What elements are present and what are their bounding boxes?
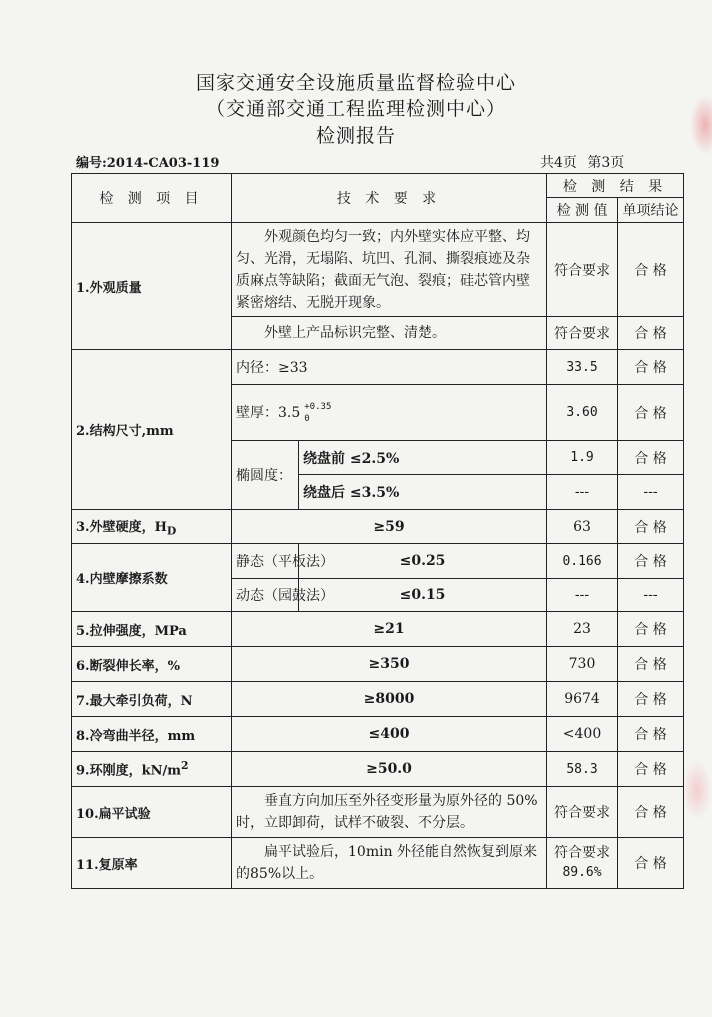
header-result: 检 测 结 果 bbox=[547, 174, 684, 198]
test-results-table bbox=[71, 173, 684, 889]
val-wall-thickness: 3.60 bbox=[547, 385, 618, 441]
req-inner-diameter: 内径：≥33 bbox=[232, 350, 547, 385]
req-ovality-before: 绕盘前 ≤2.5% bbox=[299, 441, 547, 475]
page-count: 共4页 第3页 bbox=[540, 155, 625, 171]
res-friction-dynamic: --- bbox=[618, 579, 684, 612]
document-number: 编号:2014-CA03-119 bbox=[76, 156, 220, 171]
item-bend-radius: 8.冷弯曲半径，mm bbox=[72, 717, 232, 752]
item-hardness bbox=[72, 510, 232, 544]
stiffness-label: 9.环刚度，kN/m bbox=[76, 763, 181, 779]
res-wall-thickness: 合 格 bbox=[618, 385, 684, 441]
req-friction-static: ≤0.25 bbox=[299, 544, 547, 579]
tolerance-upper: +0.35 bbox=[304, 401, 332, 412]
req-recovery: 扁平试验后，10min 外径能自然恢复到原来的85%以上。 bbox=[232, 838, 547, 889]
res-ovality-after: --- bbox=[618, 475, 684, 510]
req-ovality-after: 绕盘后 ≤3.5% bbox=[299, 475, 547, 510]
res-elongation: 合 格 bbox=[618, 647, 684, 682]
val-traction: 9674 bbox=[547, 682, 618, 717]
val-friction-dynamic: --- bbox=[547, 579, 618, 612]
res-stiffness: 合 格 bbox=[618, 752, 684, 787]
res-recovery: 合 格 bbox=[618, 838, 684, 889]
req-bend-radius: ≤400 bbox=[232, 717, 547, 752]
val-hardness: 63 bbox=[547, 510, 618, 544]
wall-tolerance bbox=[304, 401, 331, 425]
report-title-org: 国家交通安全设施质量监督检验中心 bbox=[195, 72, 516, 94]
red-stamp-fragment bbox=[682, 760, 712, 820]
header-measured-value: 检 测 值 bbox=[547, 198, 618, 223]
item-stiffness bbox=[72, 752, 232, 787]
report-title-suborg: （交通部交通工程监理检测中心） bbox=[205, 98, 506, 120]
req-tensile: ≥21 bbox=[232, 612, 547, 647]
res-traction: 合 格 bbox=[618, 682, 684, 717]
res-appearance-2: 合 格 bbox=[618, 317, 684, 350]
req-appearance-1: 外观颜色均匀一致；内外壁实体应平整、均匀、光滑，无塌陷、坑凹、孔洞、撕裂痕迹及杂质麻点等缺陷；截面无气泡、裂痕；硅芯管内壁紧密熔结、无脱开现象。 bbox=[232, 223, 547, 317]
item-flatten: 10.扁平试验 bbox=[72, 787, 232, 838]
stiffness-superscript: 2 bbox=[180, 759, 189, 773]
val-appearance-2: 符合要求 bbox=[547, 317, 618, 350]
val-friction-static: 0.166 bbox=[547, 544, 618, 579]
req-wall-thickness bbox=[232, 385, 547, 441]
item-traction: 7.最大牵引负荷，N bbox=[72, 682, 232, 717]
req-friction-dynamic: ≤0.15 bbox=[299, 579, 547, 612]
dynamic-method: 动态（园鼓法） bbox=[236, 588, 334, 604]
req-appearance-2: 外壁上产品标识完整、清楚。 bbox=[232, 317, 547, 350]
hardness-subscript: D bbox=[166, 524, 177, 538]
val-recovery-text: 符合要求 bbox=[554, 845, 611, 861]
res-hardness: 合 格 bbox=[618, 510, 684, 544]
req-flatten: 垂直方向加压至外径变形量为原外径的 50%时，立即卸荷，试样不破裂、不分层。 bbox=[232, 787, 547, 838]
req-ovality-label: 椭圆度： bbox=[232, 441, 299, 510]
val-appearance-1: 符合要求 bbox=[547, 223, 618, 317]
val-recovery-number: 89.6% bbox=[562, 865, 602, 880]
req-traction: ≥8000 bbox=[232, 682, 547, 717]
header-test-item: 检 测 项 目 bbox=[72, 174, 232, 223]
item-elongation: 6.断裂伸长率，% bbox=[72, 647, 232, 682]
req-hardness: ≥59 bbox=[232, 510, 547, 544]
val-elongation: 730 bbox=[547, 647, 618, 682]
val-stiffness: 58.3 bbox=[547, 752, 618, 787]
res-bend-radius: 合 格 bbox=[618, 717, 684, 752]
tolerance-lower: 0 bbox=[304, 413, 310, 424]
val-recovery bbox=[547, 838, 618, 889]
req-friction-dynamic-label bbox=[232, 579, 334, 612]
res-friction-static: 合 格 bbox=[618, 544, 684, 579]
report-title: 检测报告 bbox=[315, 125, 396, 147]
res-inner-diameter: 合 格 bbox=[618, 350, 684, 385]
res-ovality-before: 合 格 bbox=[618, 441, 684, 475]
item-recovery: 11.复原率 bbox=[72, 838, 232, 889]
val-flatten: 符合要求 bbox=[547, 787, 618, 838]
val-inner-diameter: 33.5 bbox=[547, 350, 618, 385]
res-flatten: 合 格 bbox=[618, 787, 684, 838]
header-conclusion: 单项结论 bbox=[618, 198, 684, 223]
header-requirement: 技 术 要 求 bbox=[232, 174, 547, 223]
item-dimension: 2.结构尺寸,mm bbox=[72, 350, 232, 510]
item-appearance: 1.外观质量 bbox=[72, 223, 232, 350]
req-elongation: ≥350 bbox=[232, 647, 547, 682]
item-friction: 4.内壁摩擦系数 bbox=[72, 544, 232, 612]
val-ovality-before: 1.9 bbox=[547, 441, 618, 475]
static-method: 静态（平板法） bbox=[236, 554, 334, 570]
val-bend-radius: <400 bbox=[547, 717, 618, 752]
res-appearance-1: 合 格 bbox=[618, 223, 684, 317]
val-ovality-after: --- bbox=[547, 475, 618, 510]
req-friction-static-label bbox=[232, 544, 334, 579]
hardness-label: 3.外壁硬度，H bbox=[76, 519, 167, 535]
item-tensile: 5.拉伸强度，MPa bbox=[72, 612, 232, 647]
wall-thickness-label: 壁厚：3.5 bbox=[236, 404, 301, 421]
res-tensile: 合 格 bbox=[618, 612, 684, 647]
req-stiffness: ≥50.0 bbox=[232, 752, 547, 787]
val-tensile: 23 bbox=[547, 612, 618, 647]
